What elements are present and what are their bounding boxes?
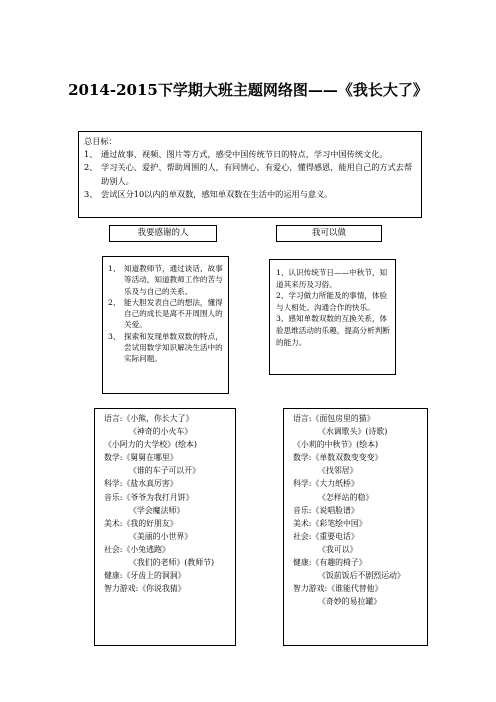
detail-item: [108, 263, 224, 297]
course-item: 数学:《舅舅在哪里》: [104, 453, 178, 463]
course-item: 《水调歌头》(诗歌): [318, 427, 388, 437]
course-item: 智力游戏:《谁能代替他》: [293, 584, 383, 594]
detail-number: 3、: [108, 331, 121, 341]
course-item: 美术:《我的好朋友》: [104, 518, 178, 528]
course-item: 音乐:《爷爷为我打月饼》: [104, 492, 194, 502]
goal-text: 学习关心、爱护、帮助周围的人，有同情心，有爱心，懂得感恩，能用自己的方式去帮助别人。: [101, 162, 413, 186]
page-title: 2014-2015下学期大班主题网络图——《我长大了》: [68, 81, 428, 99]
detail-text: 知道教师节，通过谈话、故事等活动，知道教师工作的苦与乐及与自己的关系。: [124, 264, 223, 296]
detail-item: 3、感知单数双数的互换关系，体验思维活动的乐趣，提高分析判断的能力。: [276, 314, 390, 347]
goals-heading: 总目标：: [84, 136, 117, 146]
goal-number: 3、: [84, 188, 98, 199]
detail-item: 2、学习做力所能及的事情，体验与人相处、沟通合作的快乐。: [276, 291, 388, 312]
course-item: 健康:《有趣的椅子》: [293, 558, 367, 568]
detail-text: 探索和发现单数双数的特点，尝试用数学知识解决生活中的实际问题。: [124, 331, 223, 364]
can-do-courses-box: [283, 408, 428, 646]
detail-text: 能大胆发表自己的想法，懂得自己的成长是离不开周围人的关爱。: [124, 297, 223, 330]
course-item: 科学:《盐水真厉害》: [104, 479, 178, 489]
detail-item: [108, 297, 224, 331]
goal-item: [84, 161, 416, 187]
goal-number: 1、: [84, 149, 98, 160]
course-item: 《找邻居》: [318, 466, 358, 476]
thank-courses-box: [94, 408, 236, 646]
course-item: 《奇妙的易拉罐》: [318, 597, 382, 607]
course-item: 《小阿力的大学校》(绘本): [104, 440, 197, 450]
detail-item: 1、认识传统节日——中秋节，知道其来历及习俗。: [276, 268, 388, 289]
course-item: 社会:《重要电话》: [293, 531, 359, 541]
course-item: 《神奇的小火车》: [129, 427, 193, 437]
goal-item: [84, 188, 416, 201]
course-item: 语言:《小熊，你长大了》: [104, 414, 194, 423]
course-item: 智力游戏:《你说我猜》: [104, 584, 186, 594]
course-item: 数学:《单数双数变变变》: [293, 453, 383, 463]
course-item: 社会:《小兔逃跑》: [104, 544, 170, 554]
course-item: 《怎样站的稳》: [318, 492, 374, 502]
course-item: 音乐:《说唱脸谱》: [293, 505, 359, 515]
course-item: 《我们的老师》(教师节): [129, 558, 215, 568]
overall-goals-box: [78, 131, 422, 218]
detail-number: 1、: [108, 264, 121, 273]
detail-number: 2、: [108, 297, 121, 307]
branch-label-can-do: 我可以做: [276, 225, 382, 242]
goal-text: 尝试区分10以内的单双数，感知单双数在生活中的运用与意义。: [101, 188, 333, 199]
course-item: 《谁的车子可以开》: [129, 466, 201, 476]
detail-item: [108, 331, 224, 365]
course-item: 语言:《面包房里的猫》: [293, 414, 375, 423]
branch-label-thank: 我要感谢的人: [109, 225, 217, 242]
course-item: 《饭前饭后不剧烈运动》: [318, 571, 405, 581]
course-item: 《我可以》: [318, 544, 358, 554]
course-item: 科学:《大力纸桥》: [293, 479, 359, 489]
can-do-goals-box: [269, 259, 396, 375]
goal-text: 通过故事、视频、图片等方式，感受中国传统节日的特点，学习中国传统文化。: [101, 149, 388, 160]
course-item: 健康:《牙齿上的洞洞》: [104, 571, 186, 581]
goal-item: [84, 148, 416, 161]
course-item: 《美丽的小世界》: [129, 531, 193, 541]
course-item: 《小莉的中秋节》(绘本): [293, 440, 379, 450]
thank-goals-box: [102, 256, 229, 394]
course-item: 美术:《彩笔绘中国》: [293, 518, 367, 528]
goal-number: 2、: [84, 162, 98, 173]
course-item: 《学会魔法师》: [129, 505, 185, 515]
